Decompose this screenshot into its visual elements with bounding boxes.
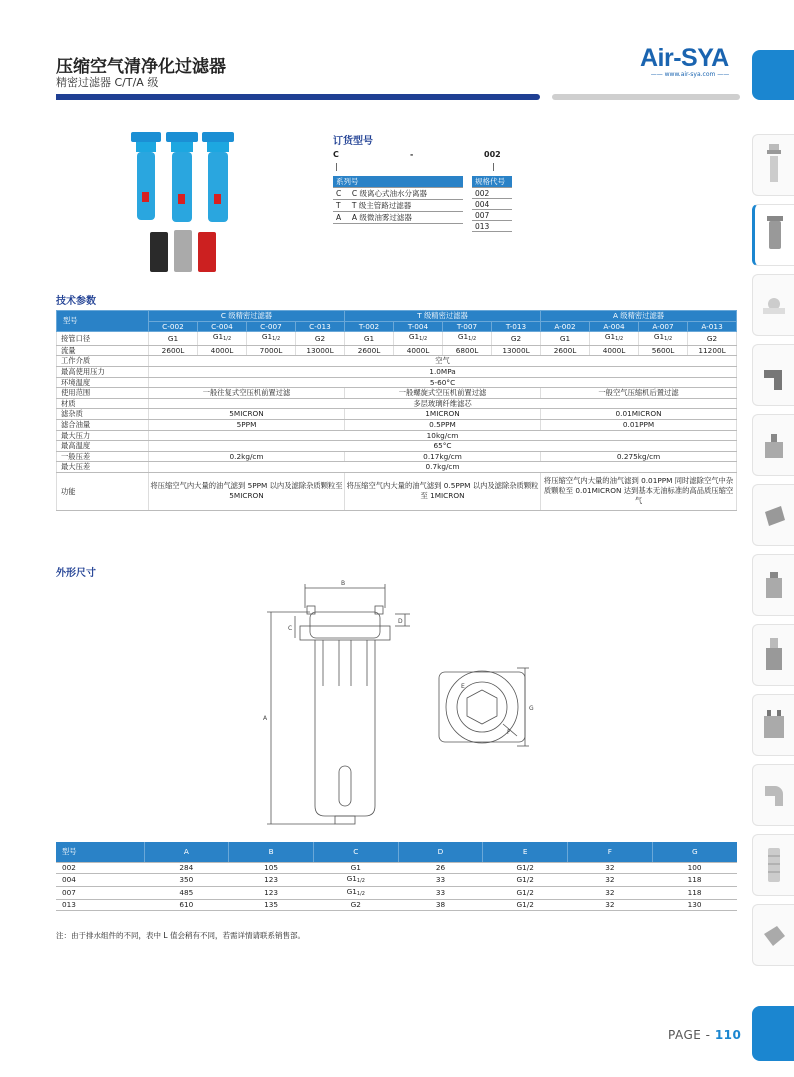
dim-label-b: B xyxy=(341,580,346,587)
port-size xyxy=(443,332,492,346)
dim-column-header: G xyxy=(652,842,737,862)
dim-model: 004 xyxy=(56,873,144,886)
dim-value xyxy=(313,886,398,899)
series-desc: A 级微油雾过滤器 xyxy=(349,212,463,224)
order-bar-left: | xyxy=(335,162,338,171)
dim-column-header: D xyxy=(398,842,483,862)
port-size xyxy=(394,332,443,346)
port-size: G2 xyxy=(688,332,737,346)
side-tab-9[interactable] xyxy=(752,694,794,756)
port-main: G1 xyxy=(408,332,420,342)
port-main: G1 xyxy=(604,332,616,342)
port-main: G1 xyxy=(212,332,224,342)
port-size xyxy=(198,332,247,346)
dim-value: G1/2 xyxy=(483,873,568,886)
series-header: 系列号 xyxy=(333,176,463,188)
model-code: A-013 xyxy=(688,321,737,332)
dim-column-header: F xyxy=(568,842,653,862)
row-label: 最大压力 xyxy=(57,430,149,441)
ambient-value: 5-60°C xyxy=(149,377,737,388)
flow-value: 2600L xyxy=(345,345,394,356)
logo-text: Air-SYA xyxy=(640,44,729,72)
dim-value: G1/2 xyxy=(483,899,568,910)
gauge-icon xyxy=(761,912,787,958)
flow-value: 2600L xyxy=(541,345,590,356)
normal-drop-value: 0.275kg/cm xyxy=(541,451,737,462)
page-label: PAGE - xyxy=(668,1028,715,1042)
usage-value: 一般螺旋式空压机前置过滤 xyxy=(345,388,541,399)
elbow-icon xyxy=(761,772,787,818)
spec-code-table xyxy=(472,176,512,232)
dim-value: 105 xyxy=(229,862,314,873)
model-label: 型号 xyxy=(57,311,149,332)
filter-elements xyxy=(150,230,216,272)
dim-value: 33 xyxy=(398,886,483,899)
dim-value: 32 xyxy=(568,873,653,886)
dim-label-g: G xyxy=(529,705,534,712)
oil-value: 0.5PPM xyxy=(345,419,541,430)
bottom-tab xyxy=(752,1006,794,1061)
pipe-fitting-icon xyxy=(761,352,787,398)
header-bar-gray xyxy=(552,94,740,100)
filter-housing-3 xyxy=(202,132,234,222)
port-fraction: 1/2 xyxy=(356,890,365,897)
page-number xyxy=(668,1028,741,1042)
side-tab-8[interactable] xyxy=(752,624,794,686)
side-tab-12[interactable] xyxy=(752,904,794,966)
spec-code: 013 xyxy=(472,221,512,232)
dim-value: 284 xyxy=(144,862,229,873)
dim-column-header: C xyxy=(313,842,398,862)
element-icon xyxy=(761,492,787,538)
cartridge-icon xyxy=(761,842,787,888)
drain-valve-icon xyxy=(761,422,787,468)
dim-value: 26 xyxy=(398,862,483,873)
dim-value: 38 xyxy=(398,899,483,910)
flow-value: 5600L xyxy=(639,345,688,356)
spec-table xyxy=(56,310,737,511)
page-title: 压缩空气清净化过滤器 xyxy=(56,57,226,77)
row-label: 工作介质 xyxy=(57,356,149,367)
flow-value: 11200L xyxy=(688,345,737,356)
valve-icon xyxy=(761,282,787,328)
normal-drop-value: 0.2kg/cm xyxy=(149,451,345,462)
model-code: A-007 xyxy=(639,321,688,332)
row-label: 功能 xyxy=(57,472,149,510)
dim-value: 33 xyxy=(398,873,483,886)
dim-value: 123 xyxy=(229,873,314,886)
port-main: G1 xyxy=(457,332,469,342)
row-label: 流量 xyxy=(57,345,149,356)
spec-code: 004 xyxy=(472,199,512,210)
port-main: G1 xyxy=(653,332,665,342)
flow-value: 4000L xyxy=(198,345,247,356)
dim-value: 100 xyxy=(652,862,737,873)
separator-icon xyxy=(761,562,787,608)
dim-label-a: A xyxy=(263,715,268,722)
dim-column-header: E xyxy=(483,842,568,862)
side-tab-4[interactable] xyxy=(752,344,794,406)
dim-port: G1 xyxy=(346,886,357,896)
dim-value: 350 xyxy=(144,873,229,886)
flow-value: 4000L xyxy=(394,345,443,356)
model-code: C-002 xyxy=(149,321,198,332)
port-size xyxy=(247,332,296,346)
row-label: 一般压差 xyxy=(57,451,149,462)
oil-value: 5PPM xyxy=(149,419,345,430)
model-code: C-004 xyxy=(198,321,247,332)
dim-value: 32 xyxy=(568,886,653,899)
series-code: T xyxy=(333,200,349,212)
order-prefix: C xyxy=(333,150,339,159)
port-fraction: 1/2 xyxy=(419,336,428,343)
model-code: T-013 xyxy=(492,321,541,332)
dim-value xyxy=(313,873,398,886)
port-size: G2 xyxy=(492,332,541,346)
order-suffix: 002 xyxy=(484,150,501,159)
order-title: 订货型号 xyxy=(333,136,373,147)
series-code: C xyxy=(333,188,349,200)
impurity-value: 5MICRON xyxy=(149,409,345,420)
dim-model: 013 xyxy=(56,899,144,910)
model-code: T-007 xyxy=(443,321,492,332)
port-main: G1 xyxy=(261,332,273,342)
side-tab-5[interactable] xyxy=(752,414,794,476)
page-subtitle: 精密过滤器 C/T/A 级 xyxy=(56,76,159,89)
series-table xyxy=(333,176,463,224)
usage-value: 一般空气压缩机后置过滤 xyxy=(541,388,737,399)
manifold-icon xyxy=(761,702,787,748)
model-code: C-007 xyxy=(247,321,296,332)
dim-value: G1/2 xyxy=(483,862,568,873)
model-code: A-004 xyxy=(590,321,639,332)
flow-value: 2600L xyxy=(149,345,198,356)
filter-icon xyxy=(761,142,787,188)
spec-header: 规格代号 xyxy=(472,176,512,188)
dim-value: 135 xyxy=(229,899,314,910)
dim-model: 002 xyxy=(56,862,144,873)
spec-code: 007 xyxy=(472,210,512,221)
group-c: C 级精密过滤器 xyxy=(149,311,345,322)
usage-value: 一般往复式空压机前置过滤 xyxy=(149,388,345,399)
model-code: A-002 xyxy=(541,321,590,332)
row-label: 接管口径 xyxy=(57,332,149,346)
flow-value: 13000L xyxy=(296,345,345,356)
dim-column-header: A xyxy=(144,842,229,862)
impurity-value: 1MICRON xyxy=(345,409,541,420)
order-bar-right: | xyxy=(492,162,495,171)
model-code: T-002 xyxy=(345,321,394,332)
flow-value: 4000L xyxy=(590,345,639,356)
side-tab-7[interactable] xyxy=(752,554,794,616)
side-tab-2[interactable] xyxy=(752,204,794,266)
function-value: 将压缩空气内大量的油气滤到 5PPM 以内及滤除杂质颗粒至 5MICRON xyxy=(149,472,345,510)
dim-value: 118 xyxy=(652,886,737,899)
series-code: A xyxy=(333,212,349,224)
normal-drop-value: 0.17kg/cm xyxy=(345,451,541,462)
max-pressure-value: 1.0MPa xyxy=(149,366,737,377)
dim-label-f: F xyxy=(507,729,511,736)
function-value: 将压缩空气内大量的油气滤到 0.5PPM 以内及滤除杂质颗粒至 1MICRON xyxy=(345,472,541,510)
dim-model: 007 xyxy=(56,886,144,899)
port-fraction: 1/2 xyxy=(664,336,673,343)
row-label: 材质 xyxy=(57,398,149,409)
dim-value: 610 xyxy=(144,899,229,910)
row-label: 最高使用压力 xyxy=(57,366,149,377)
series-desc: C 级离心式油水分离器 xyxy=(349,188,463,200)
regulator-icon xyxy=(761,632,787,678)
dim-value: 485 xyxy=(144,886,229,899)
function-value: 将压缩空气内大量的油气滤到 0.01PPM 同时滤除空气中杂质颗粒至 0.01MICRON 达到基本无油标准的高品质压缩空气 xyxy=(541,472,737,510)
port-fraction: 1/2 xyxy=(615,336,624,343)
oil-value: 0.01PPM xyxy=(541,419,737,430)
port-size: G1 xyxy=(345,332,394,346)
port-fraction: 1/2 xyxy=(468,336,477,343)
precision-filter-icon xyxy=(762,212,788,258)
brand-logo xyxy=(640,44,740,78)
flow-value: 6800L xyxy=(443,345,492,356)
port-fraction: 1/2 xyxy=(356,877,365,884)
side-tab-10[interactable] xyxy=(752,764,794,826)
dim-value: G1/2 xyxy=(483,886,568,899)
side-tab-11[interactable] xyxy=(752,834,794,896)
medium-value: 空气 xyxy=(149,356,737,367)
port-size: G2 xyxy=(296,332,345,346)
port-fraction: 1/2 xyxy=(272,336,281,343)
dim-label-c: C xyxy=(288,625,293,632)
dim-value: 130 xyxy=(652,899,737,910)
port-size: G1 xyxy=(541,332,590,346)
product-photo xyxy=(128,128,238,276)
filter-housing-2 xyxy=(166,132,198,222)
side-tab-3[interactable] xyxy=(752,274,794,336)
flow-value: 13000L xyxy=(492,345,541,356)
flow-value: 7000L xyxy=(247,345,296,356)
row-label: 环境温度 xyxy=(57,377,149,388)
row-label: 最高温度 xyxy=(57,441,149,452)
series-desc: T 级主管路过滤器 xyxy=(349,200,463,212)
dim-label-d: D xyxy=(398,618,403,625)
row-label: 最大压差 xyxy=(57,462,149,473)
dimension-drawing xyxy=(255,576,555,832)
header-bar xyxy=(56,94,540,100)
impurity-value: 0.01MICRON xyxy=(541,409,737,420)
dim-column-header: 型号 xyxy=(56,842,144,862)
port-size xyxy=(639,332,688,346)
spec-code: 002 xyxy=(472,188,512,199)
group-a: A 级精密过滤器 xyxy=(541,311,737,322)
dim-label-e: E xyxy=(461,683,465,690)
filter-housing-1 xyxy=(131,132,161,220)
model-code: C-013 xyxy=(296,321,345,332)
max-press-value: 10kg/cm xyxy=(149,430,737,441)
dim-port: G1 xyxy=(346,873,357,883)
footnote: 注：由于排水组件的不同，表中 L 值会稍有不同，若需详情请联系销售部。 xyxy=(56,931,305,940)
model-code: T-004 xyxy=(394,321,443,332)
dims-heading: 外形尺寸 xyxy=(56,568,96,579)
top-tab xyxy=(752,50,794,100)
row-label: 使用范围 xyxy=(57,388,149,399)
dim-value: 118 xyxy=(652,873,737,886)
max-drop-value: 0.7kg/cm xyxy=(149,462,737,473)
group-t: T 级精密过滤器 xyxy=(345,311,541,322)
side-tab-6[interactable] xyxy=(752,484,794,546)
material-value: 多层玻璃纤维滤芯 xyxy=(149,398,737,409)
dims-table xyxy=(56,842,737,911)
max-temp-value: 65°C xyxy=(149,441,737,452)
dim-value: 123 xyxy=(229,886,314,899)
side-tab-1[interactable] xyxy=(752,134,794,196)
row-label: 滤杂质 xyxy=(57,409,149,420)
row-label: 滤合油量 xyxy=(57,419,149,430)
dim-value: G2 xyxy=(313,899,398,910)
port-fraction: 1/2 xyxy=(223,336,232,343)
tech-heading: 技术参数 xyxy=(56,296,96,307)
dim-column-header: B xyxy=(229,842,314,862)
dim-value: 32 xyxy=(568,899,653,910)
port-size: G1 xyxy=(149,332,198,346)
port-size xyxy=(590,332,639,346)
logo-url: —— www.air-sya.com —— xyxy=(650,71,730,78)
dim-value: G1 xyxy=(313,862,398,873)
order-dash: - xyxy=(410,150,414,159)
dim-value: 32 xyxy=(568,862,653,873)
page-num: 110 xyxy=(714,1028,742,1042)
